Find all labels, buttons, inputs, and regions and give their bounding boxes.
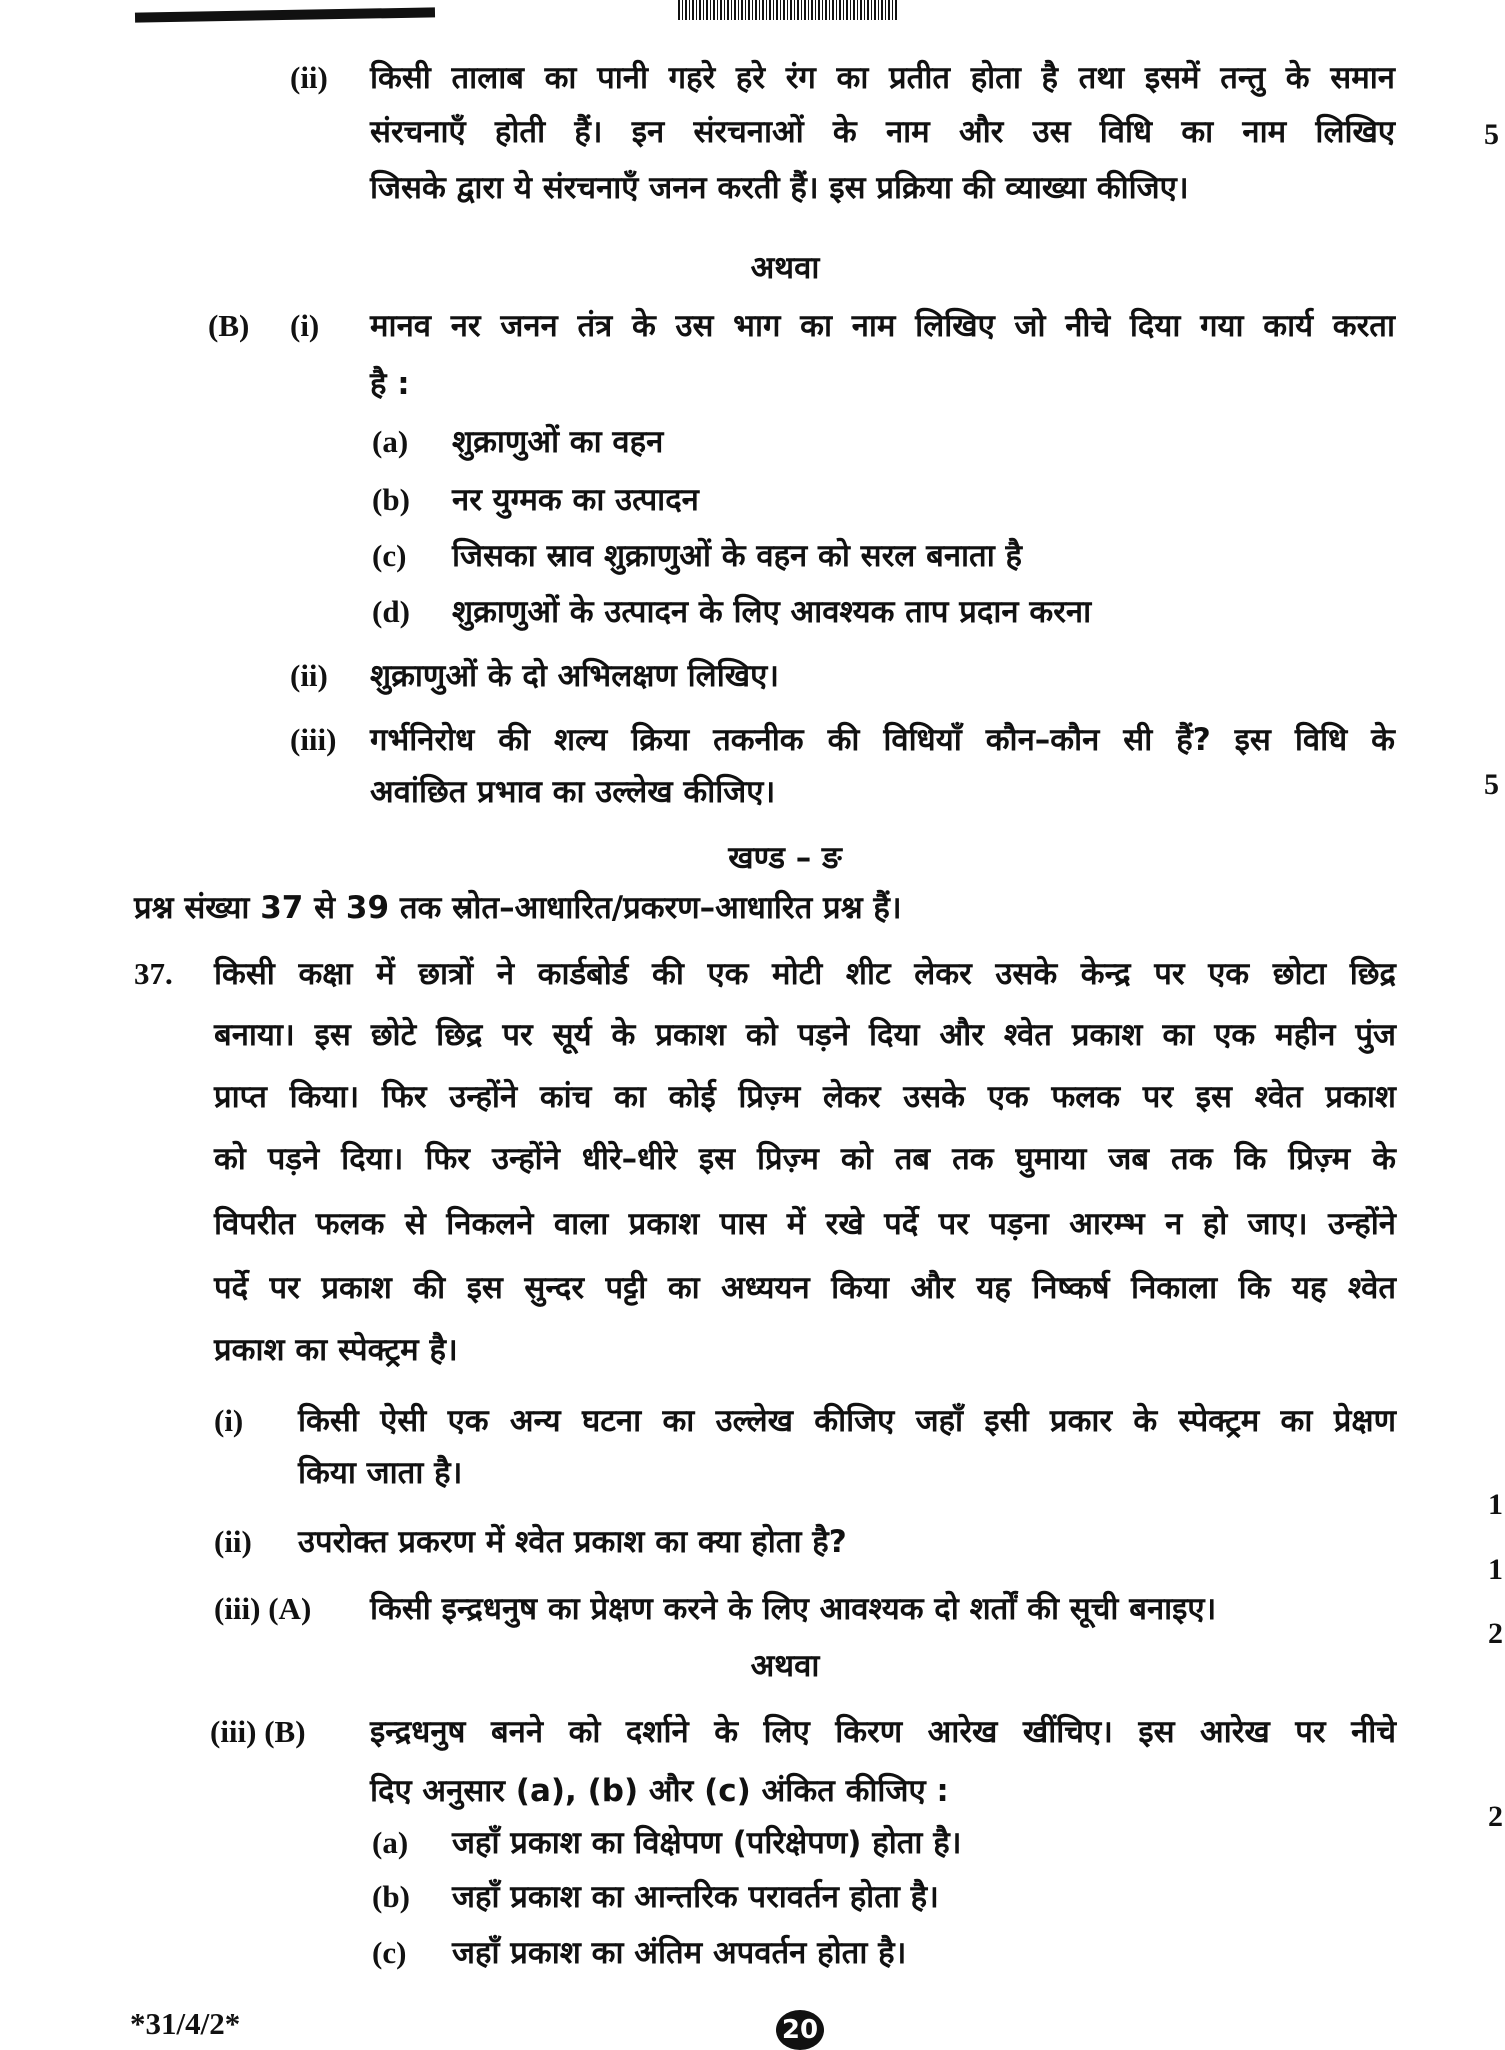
q36-b-i-label: (i) [290, 308, 320, 343]
q36-b-i-line: है : [370, 366, 410, 402]
or-divider: अथवा [750, 1648, 820, 1684]
item-label: (d) [372, 594, 410, 629]
q36-b-iii-label: (iii) [290, 722, 337, 757]
or-divider: अथवा [750, 250, 820, 286]
q37-line: बनाया। इस छोटे छिद्र पर सूर्य के प्रकाश को पड़ने दिया और श्वेत प्रकाश का एक महीन पुंज [214, 1017, 1396, 1053]
q36-ii-line: संरचनाएँ होती हैं। इन संरचनाओं के नाम और उस विधि का नाम लिखिए [370, 114, 1395, 150]
top-rule [135, 7, 435, 22]
q37-iiiB-line: दिए अनुसार (a), (b) और (c) अंकित कीजिए : [370, 1773, 949, 1809]
item-label: (c) [372, 538, 407, 573]
q36-b-i-line: मानव नर जनन तंत्र के उस भाग का नाम लिखिए जो नीचे दिया गया कार्य करता [370, 308, 1395, 344]
barcode [678, 0, 898, 20]
q37-i-line: किया जाता है। [298, 1455, 463, 1491]
q37-line: को पड़ने दिया। फिर उन्होंने धीरे–धीरे इस प्रिज़्म को तब तक घुमाया जब तक कि प्रिज़्म के [214, 1141, 1396, 1177]
marks: 1 [1488, 1553, 1503, 1586]
q37-line: किसी कक्षा में छात्रों ने कार्डबोर्ड की एक मोटी शीट लेकर उसके केन्द्र पर एक छोटा छिद्र [214, 956, 1396, 992]
q36-ii-label: (ii) [290, 60, 328, 95]
item-text: जिसका स्राव शुक्राणुओं के वहन को सरल बनाता है [452, 538, 1023, 574]
marks: 2 [1488, 1617, 1503, 1650]
q37-iiiB-line: इन्द्रधनुष बनने को दर्शाने के लिए किरण आरेख खींचिए। इस आरेख पर नीचे [370, 1714, 1396, 1750]
item-label: (b) [372, 1879, 410, 1914]
q37-ii-label: (ii) [214, 1524, 252, 1559]
item-label: (a) [372, 1825, 409, 1860]
page-number: 20 [776, 2010, 824, 2050]
item-label: (c) [372, 1935, 407, 1970]
q37-line: प्रकाश का स्पेक्ट्रम है। [214, 1332, 458, 1368]
item-label: (b) [372, 482, 410, 517]
q36-b-ii-label: (ii) [290, 658, 328, 693]
item-text: शुक्राणुओं के उत्पादन के लिए आवश्यक ताप प्रदान करना [452, 594, 1092, 630]
marks: 5 [1484, 118, 1499, 151]
q37-iiiB-label: (iii) (B) [210, 1714, 306, 1749]
paper-code: *31/4/2* [130, 2006, 241, 2041]
q37-iiiA-label: (iii) (A) [214, 1591, 312, 1626]
marks: 1 [1488, 1488, 1503, 1521]
q36-ii-line: किसी तालाब का पानी गहरे हरे रंग का प्रतीत होता है तथा इसमें तन्तु के समान [370, 60, 1395, 96]
q37-number: 37. [134, 956, 173, 991]
marks: 2 [1488, 1800, 1503, 1833]
q37-ii-text: उपरोक्त प्रकरण में श्वेत प्रकाश का क्या होता है? [298, 1524, 847, 1560]
item-text: जहाँ प्रकाश का विक्षेपण (परिक्षेपण) होता है। [452, 1825, 962, 1861]
q37-iiiA-text: किसी इन्द्रधनुष का प्रेक्षण करने के लिए आवश्यक दो शर्तों की सूची बनाइए। [370, 1591, 1217, 1627]
q36-b-ii-text: शुक्राणुओं के दो अभिलक्षण लिखिए। [370, 658, 779, 694]
q36-b-iii-line: अवांछित प्रभाव का उल्लेख कीजिए। [370, 774, 776, 810]
item-text: जहाँ प्रकाश का आन्तरिक परावर्तन होता है। [452, 1879, 939, 1915]
q36-b-iii-line: गर्भनिरोध की शल्य क्रिया तकनीक की विधियाँ कौन–कौन सी हैं? इस विधि के [370, 722, 1395, 758]
q37-line: प्राप्त किया। फिर उन्होंने कांच का कोई प्रिज़्म लेकर उसके एक फलक पर इस श्वेत प्रकाश [214, 1079, 1396, 1115]
q36-ii-line: जिसके द्वारा ये संरचनाएँ जनन करती हैं। इस प्रक्रिया की व्याख्या कीजिए। [370, 170, 1189, 206]
q37-i-line: किसी ऐसी एक अन्य घटना का उल्लेख कीजिए जहाँ इसी प्रकार के स्पेक्ट्रम का प्रेक्षण [298, 1403, 1396, 1439]
section-note: प्रश्न संख्या 37 से 39 तक स्रोत–आधारित/प्रकरण–आधारित प्रश्न हैं। [134, 890, 902, 926]
item-label: (a) [372, 424, 409, 459]
section-title: खण्ड – ङ [728, 840, 842, 876]
q37-i-label: (i) [214, 1403, 244, 1438]
q37-line: विपरीत फलक से निकलने वाला प्रकाश पास में रखे पर्दे पर पड़ना आरम्भ न हो जाए। उन्होंने [214, 1206, 1396, 1242]
marks: 5 [1484, 768, 1499, 801]
item-text: जहाँ प्रकाश का अंतिम अपवर्तन होता है। [452, 1935, 907, 1971]
item-text: शुक्राणुओं का वहन [452, 424, 664, 460]
q36-b-label: (B) [208, 308, 250, 343]
item-text: नर युग्मक का उत्पादन [452, 482, 699, 518]
q37-line: पर्दे पर प्रकाश की इस सुन्दर पट्टी का अध्ययन किया और यह निष्कर्ष निकाला कि यह श्वेत [214, 1270, 1396, 1306]
